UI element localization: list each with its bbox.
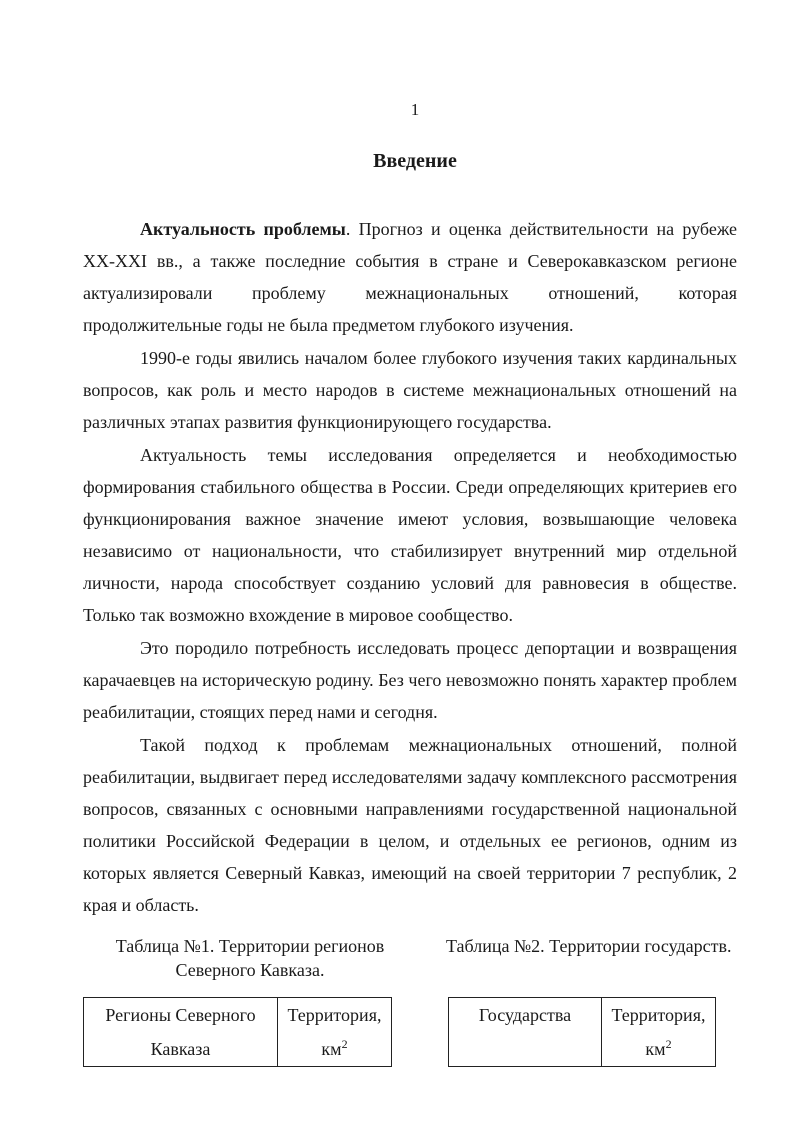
paragraph-2: 1990-е годы явились началом более глубокого изучения таких кардинальных вопросов, как роль и место народов в системе межнациональных отношений на различных этапах развития функционирующего государства. — [83, 348, 737, 432]
table-2-header-states — [449, 998, 602, 1067]
table-1-caption-line-1: Таблица №1. Территории регионов — [115, 936, 385, 956]
paragraph-1-rest: . Прогноз и оценка действительности на рубеже XX-XXI вв., а также последние события в стране и Северокавказском регионе актуализировали проблему межнациональных отношений, которая продолжительные годы не была предметом глубокого изучения. — [83, 219, 738, 335]
table-1-caption-line-2: Северного Кавказа. — [175, 960, 325, 980]
paragraph-1 — [83, 213, 737, 341]
table-1-header-territory-line-1: Территория, — [287, 1005, 382, 1025]
table-1-header-territory-unit — [278, 1032, 391, 1066]
table-1-header-regions-line-2: Кавказа — [150, 1039, 211, 1059]
table-2-header-territory-line-1: Территория, — [611, 1005, 706, 1025]
page-number: 1 — [410, 100, 420, 119]
page-title: Введение — [373, 150, 457, 172]
table-1-unit-exponent: 2 — [341, 1037, 348, 1051]
table-2-header-states-label: Государства — [478, 1005, 572, 1025]
paragraph-4: Это породило потребность исследовать процесс депортации и возвращения карачаевцев на историческую родину. Без чего невозможно понять характер проблем реабилитации, стоящих перед нами и сегодня. — [83, 638, 737, 722]
table-1 — [83, 997, 392, 1067]
table-2-header-territory — [602, 998, 716, 1067]
table-1-caption — [100, 934, 400, 982]
table-2-unit-exponent: 2 — [665, 1037, 672, 1051]
table-2-caption: Таблица №2. Территории государств. — [446, 936, 732, 956]
table-1-header-territory — [278, 998, 392, 1067]
paragraph-1-lead: Актуальность проблемы — [140, 219, 346, 239]
table-2-header-row — [449, 998, 716, 1067]
table-1-header-regions — [84, 998, 278, 1067]
paragraph-5: Такой подход к проблемам межнациональных отношений, полной реабилитации, выдвигает перед исследователями задачу комплексного рассмотрения вопросов, связанных с основными направлениями государственной национальной политики Российской Федерации в целом, и отдельных ее регионов, одним из которых является Северный Кавказ, имеющий на своей территории 7 республик, 2 края и область. — [83, 735, 737, 915]
table-2-header-territory-unit — [602, 1032, 715, 1066]
body-text — [83, 213, 737, 921]
table-1-header-regions-line-1: Регионы Северного — [105, 1005, 256, 1025]
table-2-unit: км — [645, 1039, 666, 1059]
table-1-header-row — [84, 998, 392, 1067]
table-2 — [448, 997, 716, 1067]
table-1-unit: км — [321, 1039, 342, 1059]
paragraph-3: Актуальность темы исследования определяется и необходимостью формирования стабильного общества в России. Среди определяющих критериев его функционирования важное значение имеют условия, возвышающие человека независимо от национальности, что стабилизирует внутренний мир отдельной личности, народа способствует созданию условий для равновесия в обществе. Только так возможно вхождение в мировое сообщество. — [83, 445, 737, 625]
